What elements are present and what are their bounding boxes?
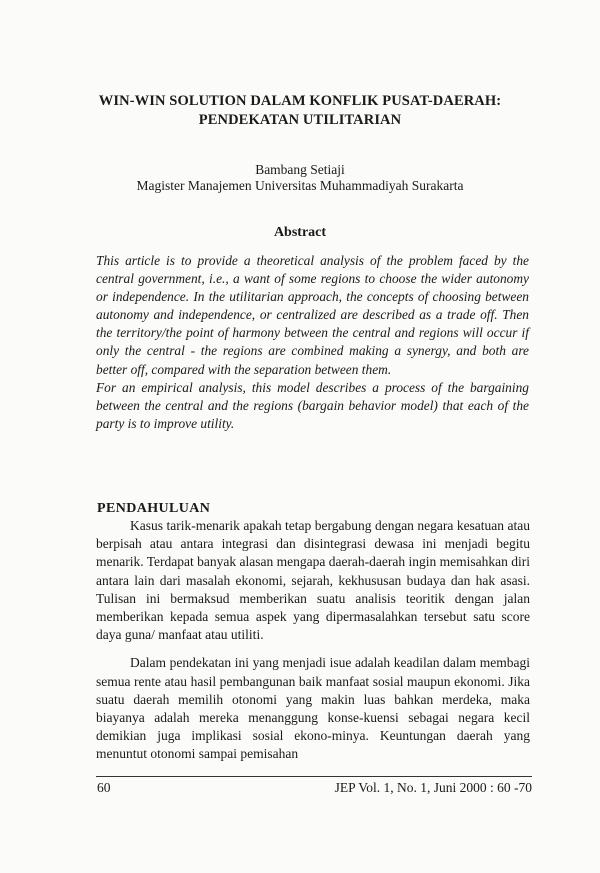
footer-rule bbox=[96, 776, 532, 777]
paper-title bbox=[60, 92, 540, 130]
body-paragraph-2: Dalam pendekatan ini yang menjadi isue adalah keadilan dalam membagi semua rente atau hasil pembangunan baik manfaat sosial maupun ekonomi. Jika suatu daerah memilih otonomi yang makin luas bahkan merdeka, maka biayanya adalah mereka menanggung konse-kuensi sebagai negara kecil demikian juga implikasi sosial ekono-minya. Keuntungan daerah yang menuntut otonomi sampai pemisahan bbox=[96, 655, 530, 762]
footer-journal-reference: JEP Vol. 1, No. 1, Juni 2000 : 60 -70 bbox=[334, 780, 532, 795]
author-name: Bambang Setiaji bbox=[255, 162, 345, 177]
title-line-2: PENDEKATAN UTILITARIAN bbox=[198, 112, 402, 128]
section-body bbox=[96, 517, 530, 764]
body-paragraph-1: Kasus tarik-menarik apakah tetap bergabung dengan negara kesatuan atau berpisah atau antara integrasi dan disintegrasi dewasa ini menjadi begitu menarik. Terdapat banyak alasan mengapa daerah-daerah ingin memisahkan diri antara lain dari masalah ekonomi, sejarah, kekhususan budaya dan hak asasi. Tulisan ini bermaksud memberikan suatu analisis teoritik dengan jalan memberikan kepada semua aspek yang dipermasalahkan tersebut satu score daya guna/ manfaat atau utiliti. bbox=[96, 518, 530, 643]
abstract-heading: Abstract bbox=[273, 225, 327, 240]
section-heading: PENDAHULUAN bbox=[97, 501, 211, 516]
footer-page-number: 60 bbox=[97, 780, 111, 795]
author-affiliation: Magister Manajemen Universitas Muhammadiyah Surakarta bbox=[136, 178, 464, 193]
abstract-paragraph-2: For an empirical analysis, this model describes a process of the bargaining between the central and the regions (bargain behavior model) that each of the party is to improve utility. bbox=[96, 379, 529, 431]
abstract-body bbox=[96, 252, 529, 433]
abstract-paragraph-1: This article is to provide a theoretical analysis of the problem faced by the central government, i.e., a want of some regions to choose the wider autonomy or independence. In the utilitarian approach, the concepts of choosing between autonomy and independence, or centralized are described as a trade off. Then the territory/the point of harmony between the central and regions will occur if only the central - the regions are combined making a synergy, and both are better off, compared with the separation between them. bbox=[96, 253, 529, 377]
title-line-1: WIN-WIN SOLUTION DALAM KONFLIK PUSAT-DAERAH: bbox=[98, 93, 502, 109]
